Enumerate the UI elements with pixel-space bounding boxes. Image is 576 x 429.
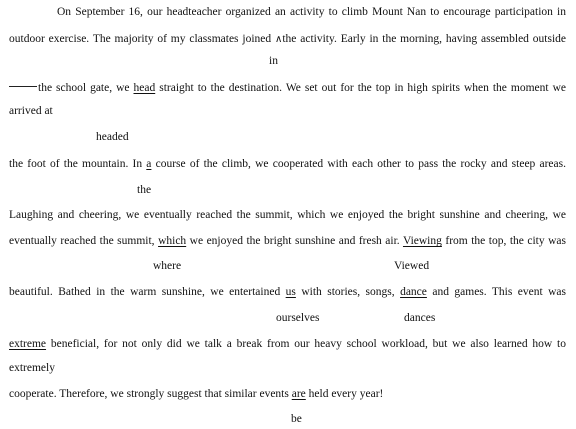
essay-line-9 — [9, 387, 383, 401]
underlined-error: head — [133, 82, 156, 94]
line-text: straight to the destination. We set out for the top in high spirits when the moment we — [155, 82, 566, 94]
line-text: we enjoyed the bright sunshine and fresh air. — [186, 235, 403, 247]
underlined-error: Viewing — [402, 235, 442, 247]
line-text: outdoor exercise. The majority of my classmates joined — [9, 33, 275, 45]
line-text: with stories, songs, — [295, 286, 401, 298]
line-text: beautiful. Bathed in the warm sunshine, we entertained — [9, 286, 286, 298]
line-text: eventually reached the summit, — [9, 235, 159, 247]
correction-ourselves: ourselves — [276, 312, 320, 324]
essay-line-8 — [9, 337, 566, 351]
underlined-error: extreme — [9, 338, 47, 350]
line-text: course of the climb, we cooperated with each other to pass the rocky and steep areas. — [151, 158, 566, 170]
correction-headed: headed — [96, 131, 129, 143]
line-text: and games. This event was — [426, 286, 566, 298]
correction-in: in — [269, 55, 278, 67]
underlined-error: which — [158, 235, 187, 247]
deletion-stroke — [9, 86, 37, 87]
essay-line-2 — [9, 32, 566, 47]
line-text: On September 16, our headteacher organized an activity to climb Mount Nan to encourage participation in — [57, 6, 566, 18]
essay-line-5 — [9, 208, 566, 222]
line-text: the activity. Early in the morning, having assembled outside — [282, 33, 566, 45]
correction-viewed: Viewed — [394, 260, 430, 272]
essay-line-3b: arrived at — [9, 105, 53, 117]
correction-be: be — [291, 413, 302, 425]
underlined-error: us — [285, 286, 296, 298]
line-text: the school gate, we — [38, 82, 134, 94]
insertion-caret-mark: ∧ — [275, 34, 283, 45]
line-text: beneficial, for not only did we talk a break from our heavy school workload, but we also learned how to — [46, 338, 566, 350]
correction-where: where — [153, 260, 182, 272]
essay-line-3 — [9, 81, 566, 95]
underlined-error: are — [291, 388, 306, 400]
correction-extremely: extremely — [9, 362, 55, 374]
line-text: the foot of the mountain. In — [9, 158, 147, 170]
line-text: cooperate. Therefore, we strongly suggest that similar events — [9, 388, 292, 400]
underlined-error: dance — [400, 286, 427, 298]
underlined-error: a — [146, 158, 152, 170]
essay-line-6 — [9, 234, 566, 248]
correction-the: the — [137, 184, 152, 196]
correction-dances: dances — [404, 312, 436, 324]
essay-line-1 — [57, 5, 566, 19]
essay-line-7 — [9, 285, 566, 299]
line-text: held every year! — [305, 388, 384, 400]
essay-line-4 — [9, 157, 566, 171]
line-text: Laughing and cheering, we eventually reached the summit, which we enjoyed the bright sunshine and cheering, we — [9, 209, 566, 221]
line-text: from the top, the city was — [441, 235, 567, 247]
